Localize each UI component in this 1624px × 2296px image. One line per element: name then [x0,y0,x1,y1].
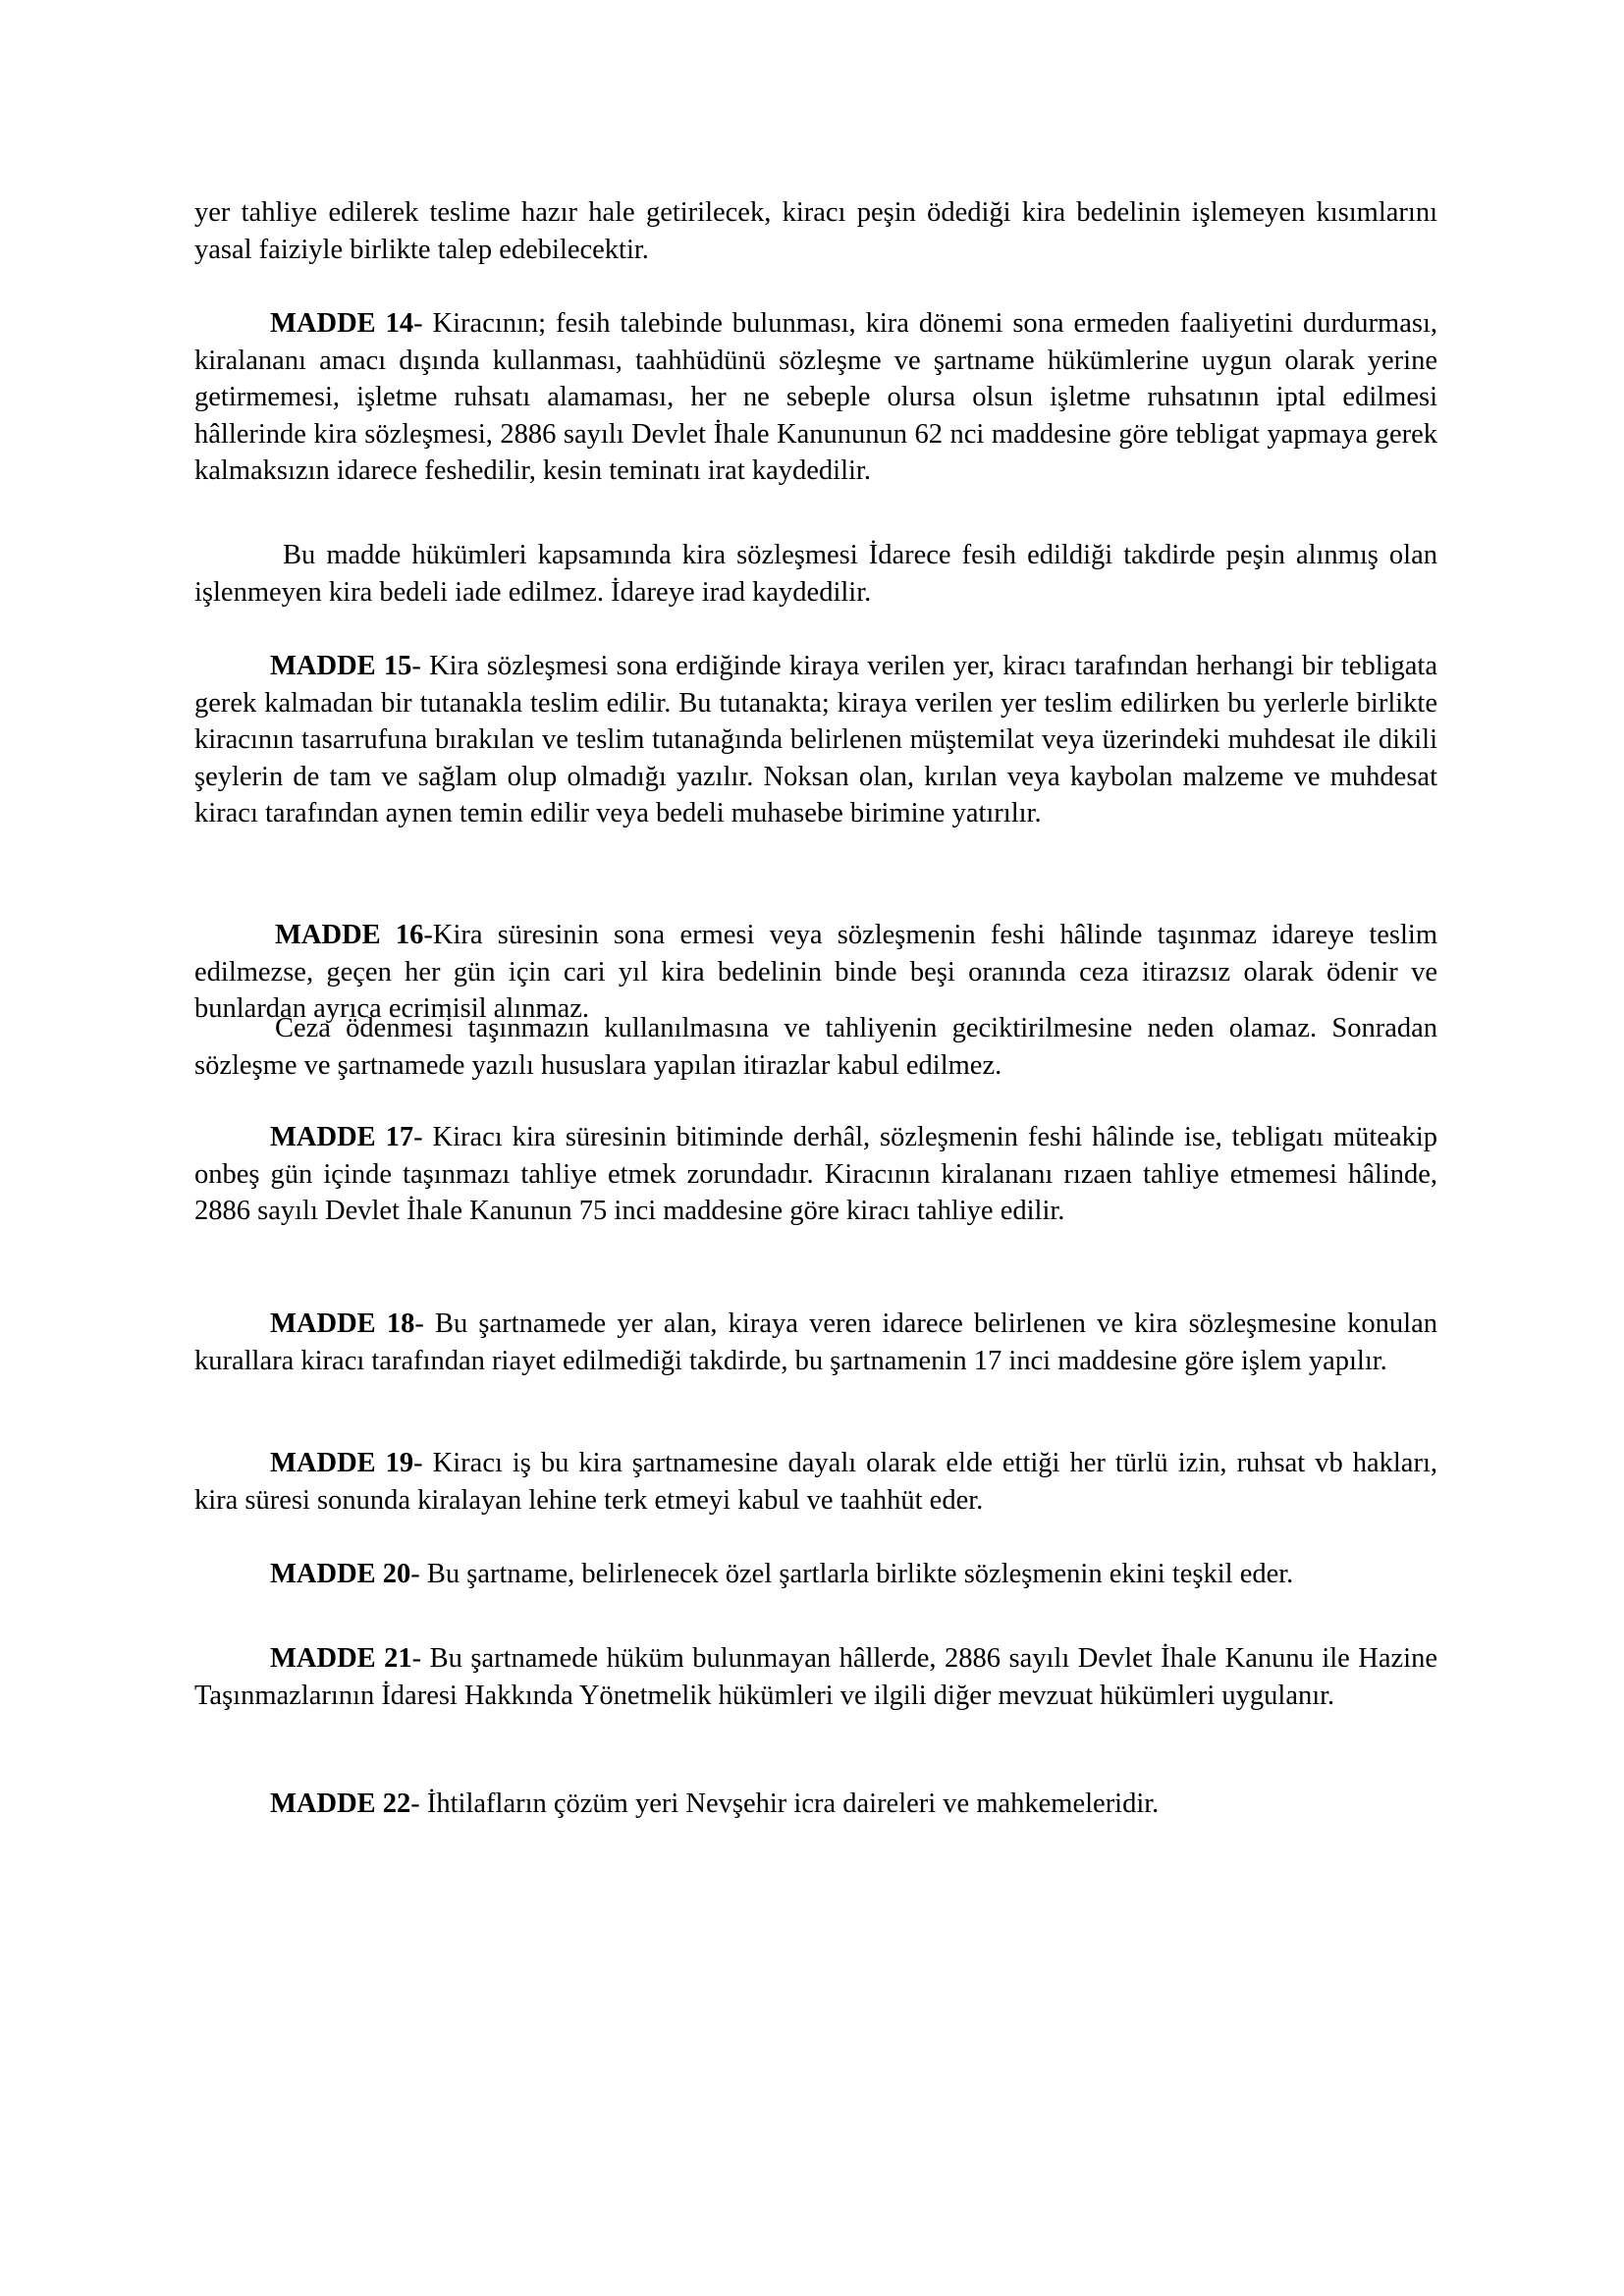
article-22-text: - İhtilafların çözüm yeri Nevşehir icra daireleri ve mahkemeleridir. [410,1789,1160,1819]
article-17-label: MADDE 17 [270,1122,414,1152]
article-20-text: - Bu şartname, belirlenecek özel şartlarla birlikte sözleşmenin ekini teşkil eder. [410,1559,1294,1589]
intro-text: yer tahliye edilerek teslime hazır hale getirilecek, kiracı peşin ödediği kira bedelinin işlemeyen kısımlarını yasal faiziyle birlikte talep edebilecektir. [194,197,1437,265]
article-19-label: MADDE 19 [270,1448,414,1478]
article-22 [194,1786,1437,1823]
article-19 [194,1445,1437,1519]
article-14-text: - Kiracının; fesih talebinde bulunması, kira dönemi sona ermeden faaliyetini durdurması, kiralananı amacı dışında kullanması, taahhüdünü sözleşme ve şartname hükümlerine uygun olarak yerine getirmemesi, işletme ruhsatı alamaması, her ne sebeple olursa olsun işletme ruhsatının iptal edilmesi hâllerinde kira sözleşmesi, 2886 sayılı Devlet İhale Kanununun 62 nci maddesine göre tebligat yapmaya gerek kalmaksızın idarece feshedilir, kesin teminatı irat kaydedilir. [194,308,1437,486]
article-15-text: - Kira sözleşmesi sona erdiğinde kiraya verilen yer, kiracı tarafından herhangi bir tebligata gerek kalmadan bir tutanakla teslim edilir. Bu tutanakta; kiraya verilen yer teslim edilirken bu yerlerle birlikte kiracının tasarrufuna bırakılan ve teslim tutanağında belirlenen müştemilat veya üzerindeki muhdesat ile dikili şeylerin de tam ve sağlam olup olmadığı yazılır. Noksan olan, kırılan veya kaybolan malzeme ve muhdesat kiracı tarafından aynen temin edilir veya bedeli muhasebe birimine yatırılır. [194,651,1437,828]
article-14-continuation-text: Bu madde hükümleri kapsamında kira sözleşmesi İdarece fesih edildiği takdirde peşin alınmış olan işlenmeyen kira bedeli iade edilmez. İdareye irad kaydedilir. [194,540,1437,608]
intro-paragraph [194,194,1437,268]
article-17-text: - Kiracı kira süresinin bitiminde derhâl, sözleşmenin feshi hâlinde ise, tebligatı müteakip onbeş gün içinde taşınmazı tahliye etmek zorundadır. Kiracının kiralananı rızaen tahliye etmemesi hâlinde, 2886 sayılı Devlet İhale Kanunun 75 inci maddesine göre kiracı tahliye edilir. [194,1122,1438,1226]
article-14-label: MADDE 14 [270,308,414,339]
article-22-label: MADDE 22 [270,1789,411,1819]
article-15-label: MADDE 15 [270,651,412,681]
article-14 [194,305,1437,490]
article-19-text: - Kiracı iş bu kira şartnamesine dayalı olarak elde ettiği her türlü izin, ruhsat vb hakları, kira süresi sonunda kiralayan lehine terk etmeyi kabul ve taahhüt eder. [194,1448,1437,1516]
article-18 [194,1306,1437,1379]
article-14-continuation [194,537,1437,611]
article-21-text: - Bu şartnamede hüküm bulunmayan hâllerde, 2886 sayılı Devlet İhale Kanunu ile Hazine Taşınmazlarının İdaresi Hakkında Yönetmelik hükümleri ve ilgili diğer mevzuat hükümleri uygulanır. [194,1643,1437,1711]
article-21 [194,1640,1437,1714]
article-16-continuation-text: Ceza ödenmesi taşınmazın kullanılmasına ve tahliyenin geciktirilmesine neden olamaz. Sonradan sözleşme ve şartnamede yazılı hususlara yapılan itirazlar kabul edilmez. [194,1013,1437,1081]
article-15 [194,648,1437,832]
article-21-label: MADDE 21 [270,1643,412,1674]
article-20 [194,1556,1437,1593]
article-16-label: MADDE 16 [275,920,424,950]
article-18-label: MADDE 18 [270,1308,415,1339]
article-18-text: - Bu şartnamede yer alan, kiraya veren idarece belirlenen ve kira sözleşmesine konulan kurallara kiracı tarafından riayet edilmediği takdirde, bu şartnamenin 17 inci maddesine göre işlem yapılır. [194,1308,1437,1376]
article-16-continuation [194,1010,1437,1084]
article-17 [194,1119,1437,1230]
article-20-label: MADDE 20 [270,1559,411,1589]
article-16-text: -Kira süresinin sona ermesi veya sözleşmenin feshi hâlinde taşınmaz idareye teslim edilmezse, geçen her gün için cari yıl kira bedelinin binde beşi oranında ceza itirazsız olarak ödenir ve bunlardan ayrıca ecrimisil alınmaz. [194,920,1437,1024]
